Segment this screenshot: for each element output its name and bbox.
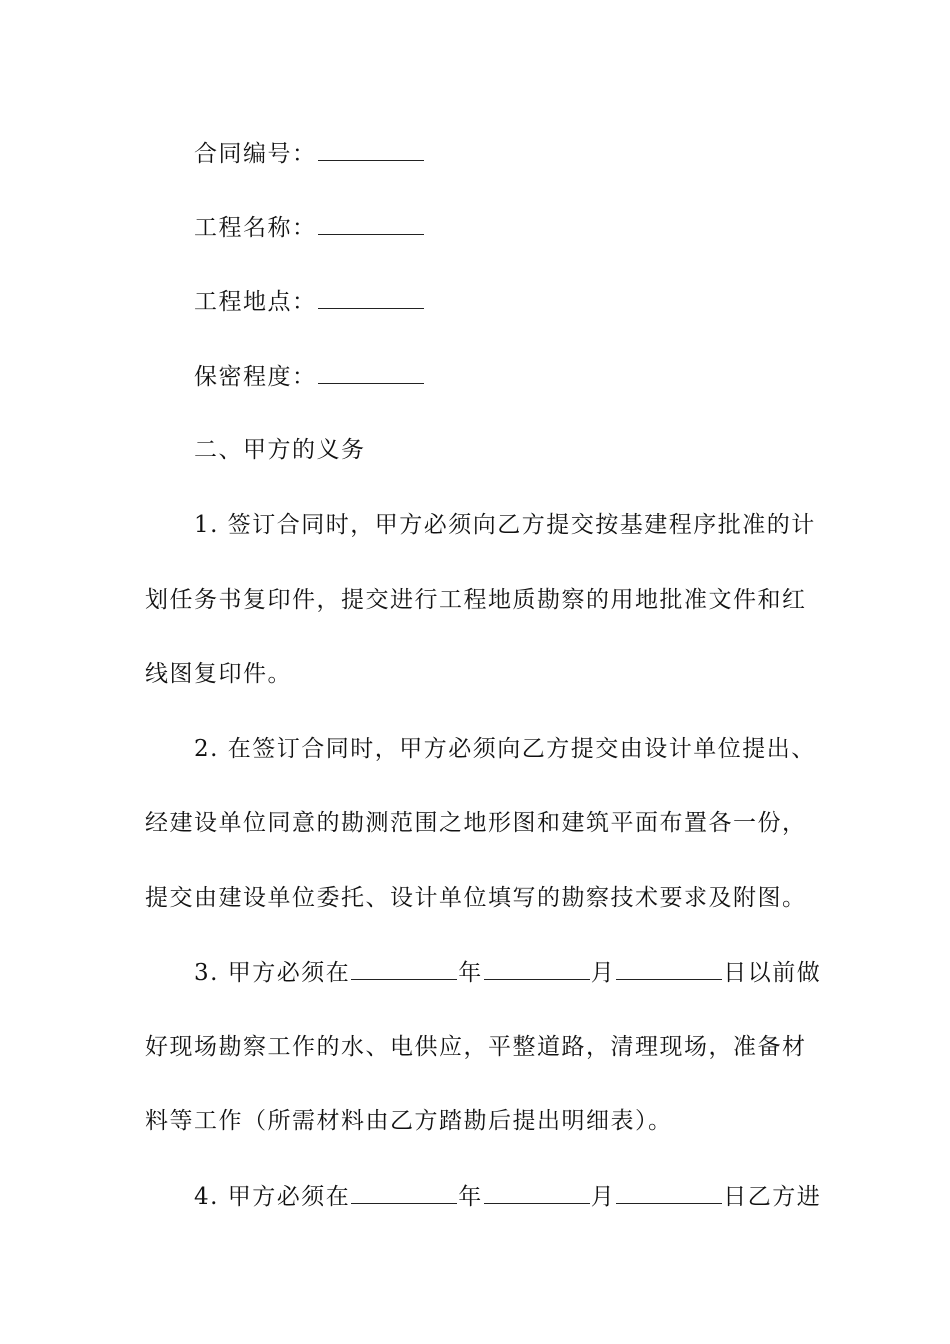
item4-day-blank[interactable] bbox=[616, 1181, 722, 1204]
item3-month-blank[interactable] bbox=[484, 957, 590, 980]
item1-line1: 1. 签订合同时，甲方必须向乙方提交按基建程序批准的计 bbox=[194, 512, 816, 538]
project-location-blank[interactable] bbox=[318, 286, 424, 309]
item3-line1 bbox=[194, 957, 859, 987]
item3-year-blank[interactable] bbox=[351, 957, 457, 980]
confidentiality-field bbox=[194, 361, 859, 391]
contract-number-field bbox=[194, 138, 859, 168]
project-location-field bbox=[194, 286, 859, 316]
item4-year-label: 年 bbox=[458, 1184, 483, 1210]
project-name-field bbox=[194, 212, 859, 242]
confidentiality-blank[interactable] bbox=[318, 361, 424, 384]
item1-line2: 划任务书复印件，提交进行工程地质勘察的用地批准文件和红 bbox=[145, 587, 807, 613]
item4-line1 bbox=[194, 1181, 859, 1211]
item3-line2: 好现场勘察工作的水、电供应，平整道路，清理现场，准备材 bbox=[145, 1034, 807, 1060]
item3-month-label: 月 bbox=[590, 960, 616, 986]
project-name-label: 工程名称： bbox=[194, 215, 317, 241]
item4-prefix: 4. 甲方必须在 bbox=[194, 1184, 351, 1210]
item3-prefix: 3. 甲方必须在 bbox=[194, 960, 351, 986]
item3-year-label: 年 bbox=[458, 960, 483, 986]
item4-year-blank[interactable] bbox=[351, 1181, 457, 1204]
item2-line1: 2. 在签订合同时，甲方必须向乙方提交由设计单位提出、 bbox=[194, 736, 816, 762]
item3-line3: 料等工作（所需材料由乙方踏勘后提出明细表）。 bbox=[145, 1108, 673, 1134]
item1-line3: 线图复印件。 bbox=[145, 661, 292, 687]
item2-line3: 提交由建设单位委托、设计单位填写的勘察技术要求及附图。 bbox=[145, 885, 807, 911]
item4-month-blank[interactable] bbox=[484, 1181, 590, 1204]
confidentiality-label: 保密程度： bbox=[194, 364, 317, 390]
contract-number-label: 合同编号： bbox=[194, 141, 317, 167]
section-title: 二、甲方的义务 bbox=[194, 437, 366, 463]
item3-suffix: 日以前做 bbox=[723, 960, 822, 986]
item2-line2: 经建设单位同意的勘测范围之地形图和建筑平面布置各一份， bbox=[145, 810, 807, 836]
item3-day-blank[interactable] bbox=[616, 957, 722, 980]
project-location-label: 工程地点： bbox=[194, 289, 317, 315]
item4-suffix: 日乙方进 bbox=[723, 1184, 822, 1210]
project-name-blank[interactable] bbox=[318, 212, 424, 235]
item4-month-label: 月 bbox=[590, 1184, 616, 1210]
contract-number-blank[interactable] bbox=[318, 138, 424, 161]
